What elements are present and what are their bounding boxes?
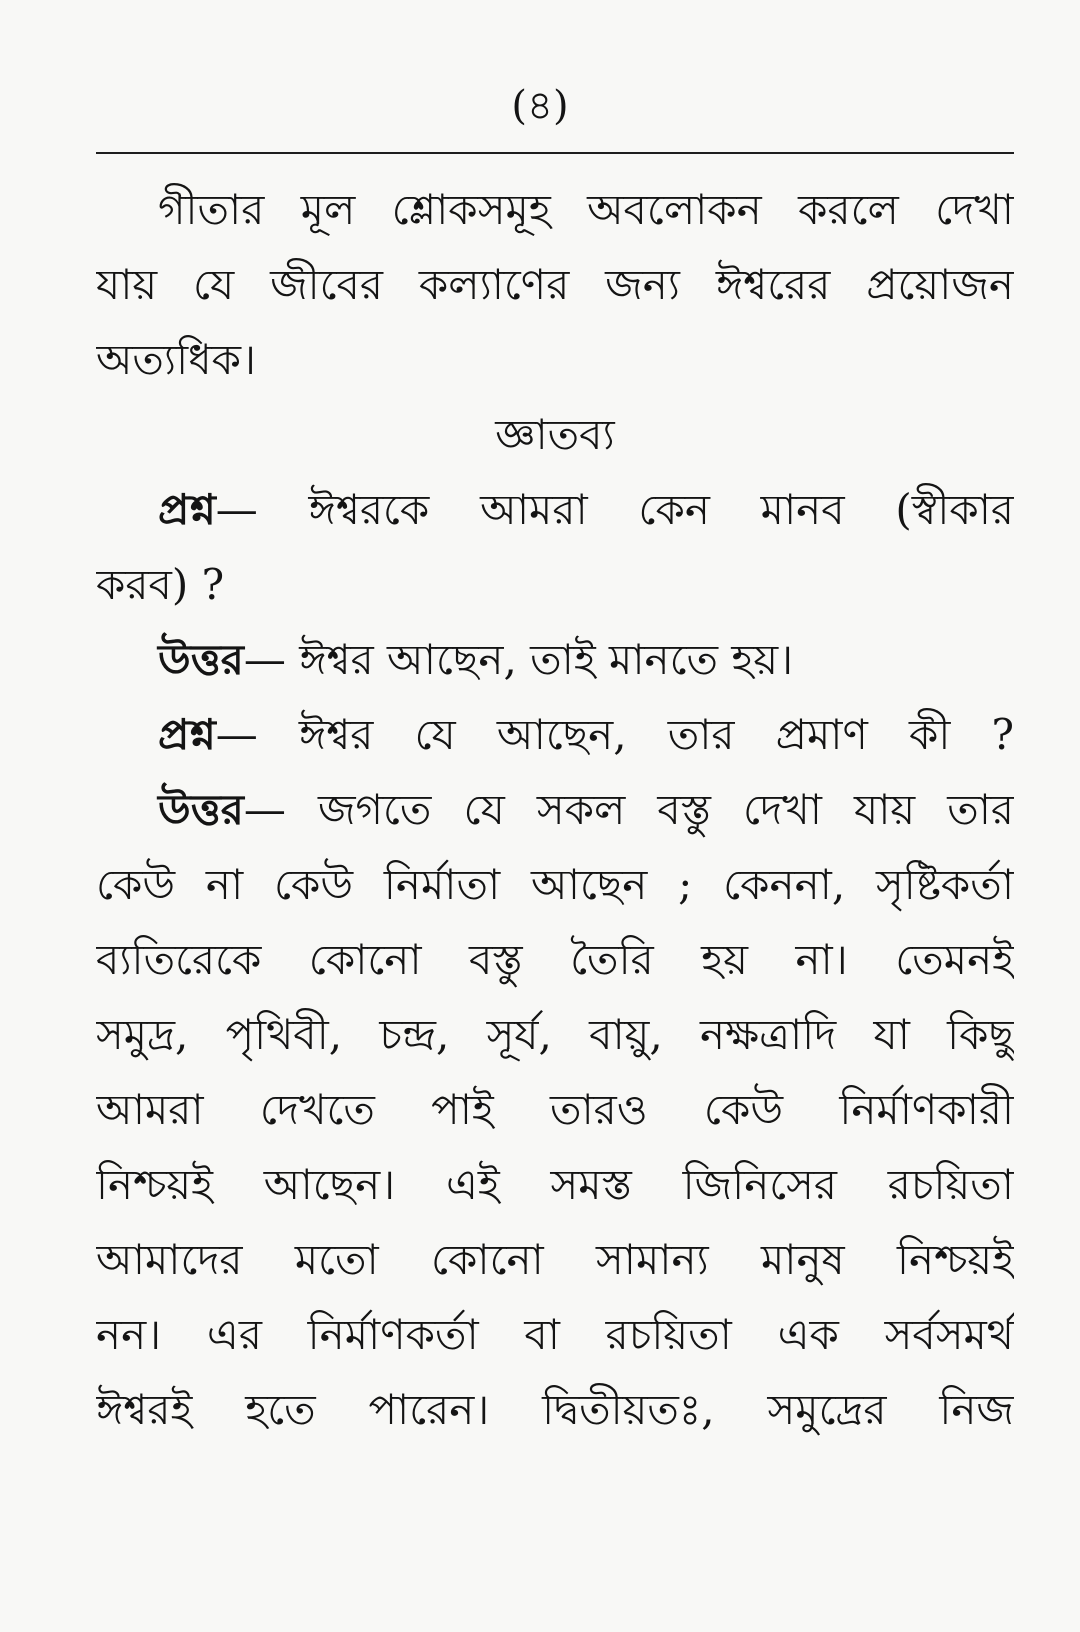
page-number: (৪) [511, 83, 569, 129]
page-body [96, 172, 1014, 1447]
answer-line: ঈশ্বরই হতে পারেন। দ্বিতীয়তঃ, সমুদ্রের নিজ [96, 1385, 1014, 1434]
question-line: করব) ? [96, 560, 225, 609]
answer-paragraph [96, 622, 1014, 697]
answer-line: আমাদের মতো কোনো সামান্য মানুষ নিশ্চয়ই [96, 1235, 1014, 1284]
answer-text: — জগতে যে সকল বস্তু দেখা যায় তার [243, 785, 1014, 834]
question-line [96, 697, 1014, 772]
intro-line: গীতার মূল শ্লোকসমূহ অবলোকন করলে দেখা [158, 185, 1014, 234]
question-paragraph [96, 697, 1014, 772]
intro-paragraph [96, 172, 1014, 397]
intro-line: যায় যে জীবের কল্যাণের জন্য ঈশ্বরের প্রয়োজন [96, 260, 1014, 309]
answer-line [96, 772, 1014, 847]
answer-paragraph [96, 772, 1014, 1447]
answer-label: উত্তর [158, 785, 244, 834]
answer-line: সমুদ্র, পৃথিবী, চন্দ্র, সূর্য, বায়ু, নক্ষত্রাদি যা কিছু [96, 1010, 1014, 1059]
header-rule [96, 152, 1014, 154]
question-label: প্রশ্ন [158, 485, 216, 534]
answer-text: — ঈশ্বর আছেন, তাই মানতে হয়। [243, 635, 794, 684]
answer-line: ব্যতিরেকে কোনো বস্তু তৈরি হয় না। তেমনই [96, 935, 1014, 984]
answer-label: উত্তর [158, 635, 244, 684]
intro-line: অত্যধিক। [96, 335, 257, 384]
question-paragraph [96, 472, 1014, 622]
answer-line: কেউ না কেউ নির্মাতা আছেন ; কেননা, সৃষ্টিকর্তা [96, 860, 1014, 909]
question-text: — ঈশ্বর যে আছেন, তার প্রমাণ কী ? [215, 710, 1014, 759]
question-line [96, 472, 1014, 547]
question-label: প্রশ্ন [158, 710, 216, 759]
section-heading: জ্ঞাতব্য [495, 410, 615, 459]
answer-line: আমরা দেখতে পাই তারও কেউ নির্মাণকারী [96, 1085, 1014, 1134]
answer-line: নিশ্চয়ই আছেন। এই সমস্ত জিনিসের রচয়িতা [96, 1160, 1014, 1209]
answer-line [96, 622, 1014, 697]
question-text: — ঈশ্বরকে আমরা কেন মানব (স্বীকার [215, 485, 1014, 534]
answer-line: নন। এর নির্মাণকর্তা বা রচয়িতা এক সর্বসমর্থ [96, 1310, 1014, 1359]
